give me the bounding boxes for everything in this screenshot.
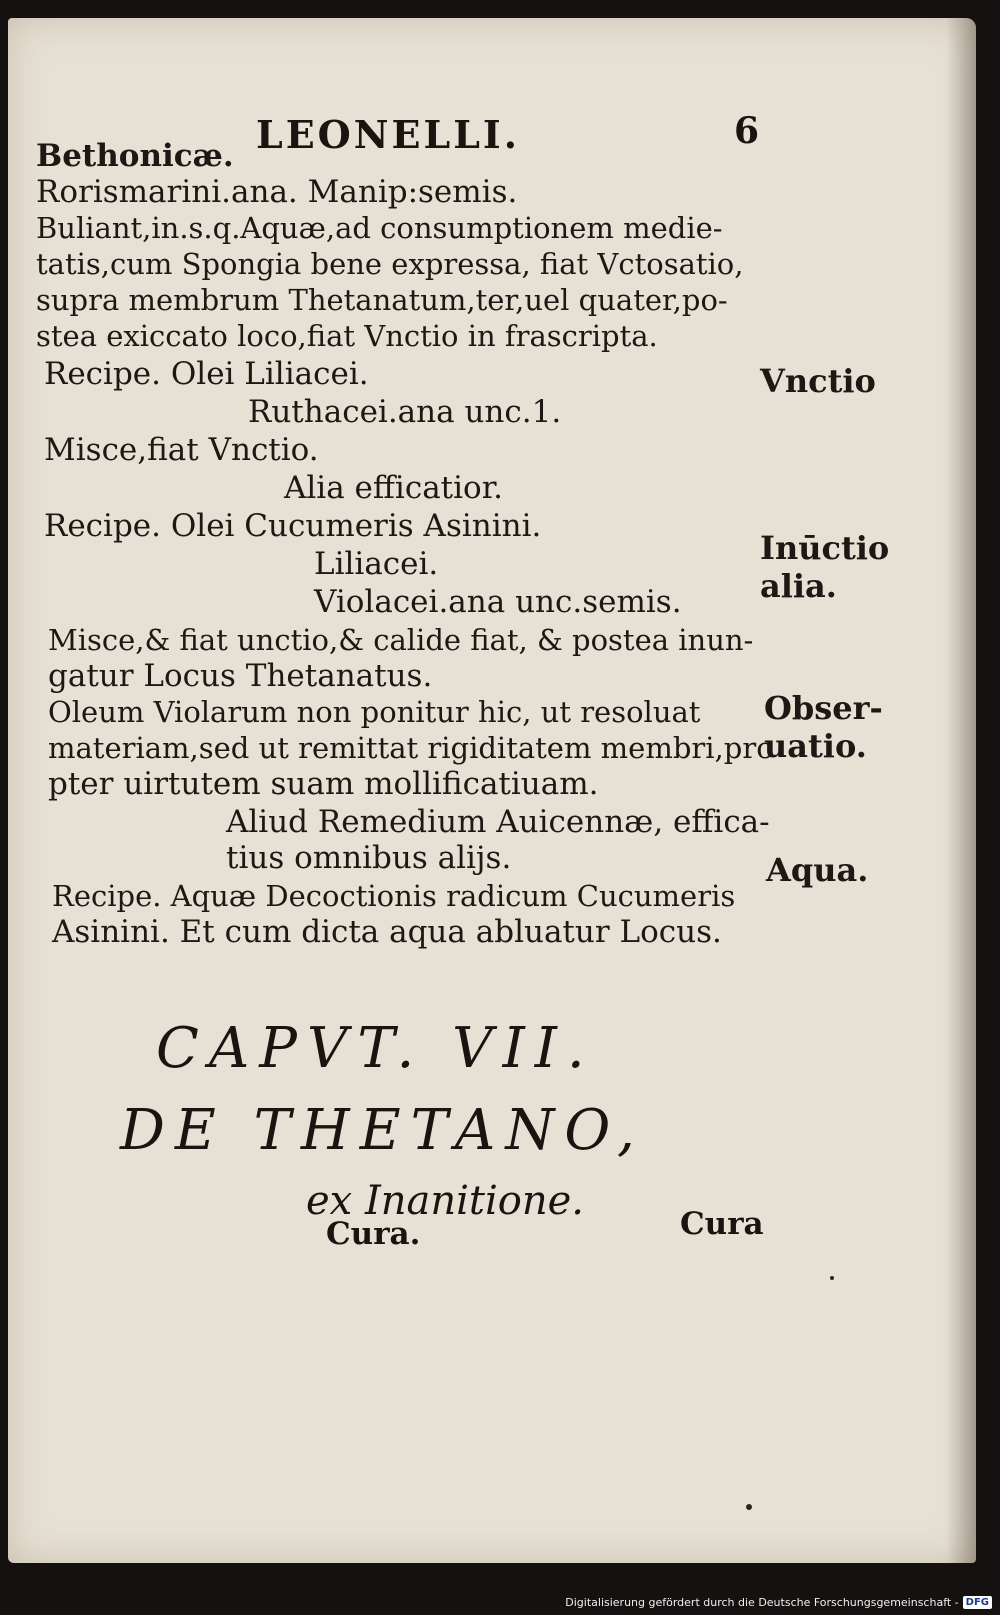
- catchword: Cura: [680, 1206, 764, 1242]
- page-gutter-shadow: [946, 18, 976, 1563]
- dfg-logo: DFG: [963, 1596, 992, 1609]
- marginal-note: Obser-: [764, 689, 883, 727]
- text-line: Recipe. Olei Liliacei.: [44, 356, 369, 392]
- chapter-heading: CAPVT. VII.: [156, 1016, 595, 1081]
- ink-speck: [746, 1504, 752, 1510]
- text-line: Oleum Violarum non ponitur hic, ut resoluat: [48, 695, 701, 729]
- folio-number: 6: [734, 110, 760, 152]
- text-line: Violacei.ana unc.semis.: [314, 584, 682, 620]
- text-line: Asinini. Et cum dicta aqua abluatur Locus.: [52, 914, 722, 950]
- text-line: Ruthacei.ana unc.1.: [248, 394, 562, 430]
- text-line: pter uirtutem suam mollificatiuam.: [48, 766, 599, 802]
- text-line: Alia efficatior.: [284, 470, 503, 506]
- digitization-credit: [565, 1591, 992, 1613]
- text-line: materiam,sed ut remittat rigiditatem membri,pro: [48, 731, 774, 765]
- text-line: supra membrum Thetanatum,ter,uel quater,po-: [36, 283, 728, 317]
- credit-text: Digitalisierung gefördert durch die Deutsche Forschungsgemeinschaft -: [565, 1595, 959, 1609]
- text-line: tius omnibus alijs.: [226, 840, 512, 876]
- marginal-note: alia.: [760, 567, 837, 605]
- text-line: stea exiccato loco,fiat Vnctio in frascripta.: [36, 319, 658, 353]
- chapter-title: DE THETANO,: [120, 1098, 645, 1163]
- text-line: gatur Locus Thetanatus.: [48, 658, 433, 694]
- text-line: Aliud Remedium Auicennæ, effica-: [226, 804, 770, 840]
- marginal-note: uatio.: [764, 727, 867, 765]
- marginal-note: Vnctio: [760, 362, 876, 400]
- text-line: Rorismarini.ana. Manip:semis.: [36, 174, 518, 210]
- chapter-subtitle: ex Inanitione.: [306, 1178, 585, 1224]
- text-line: Liliacei.: [314, 546, 439, 582]
- text-line: tatis,cum Spongia bene expressa, fiat Vctosatio,: [36, 247, 744, 281]
- text-line: Misce,fiat Vnctio.: [44, 432, 319, 468]
- section-heading: Cura.: [326, 1216, 421, 1252]
- book-page: [8, 18, 976, 1563]
- ink-speck: [830, 1276, 834, 1280]
- text-line: Recipe. Aquæ Decoctionis radicum Cucumeris: [52, 879, 736, 913]
- text-line: Buliant,in.s.q.Aquæ,ad consumptionem medie-: [36, 211, 723, 245]
- marginal-note: Aqua.: [766, 851, 869, 889]
- running-title: LEONELLI.: [256, 112, 520, 157]
- text-line: Bethonicæ.: [36, 138, 234, 174]
- text-line: Misce,& fiat unctio,& calide fiat, & postea inun-: [48, 623, 754, 657]
- marginal-note: Inūctio: [760, 529, 890, 567]
- text-line: Recipe. Olei Cucumeris Asinini.: [44, 508, 542, 544]
